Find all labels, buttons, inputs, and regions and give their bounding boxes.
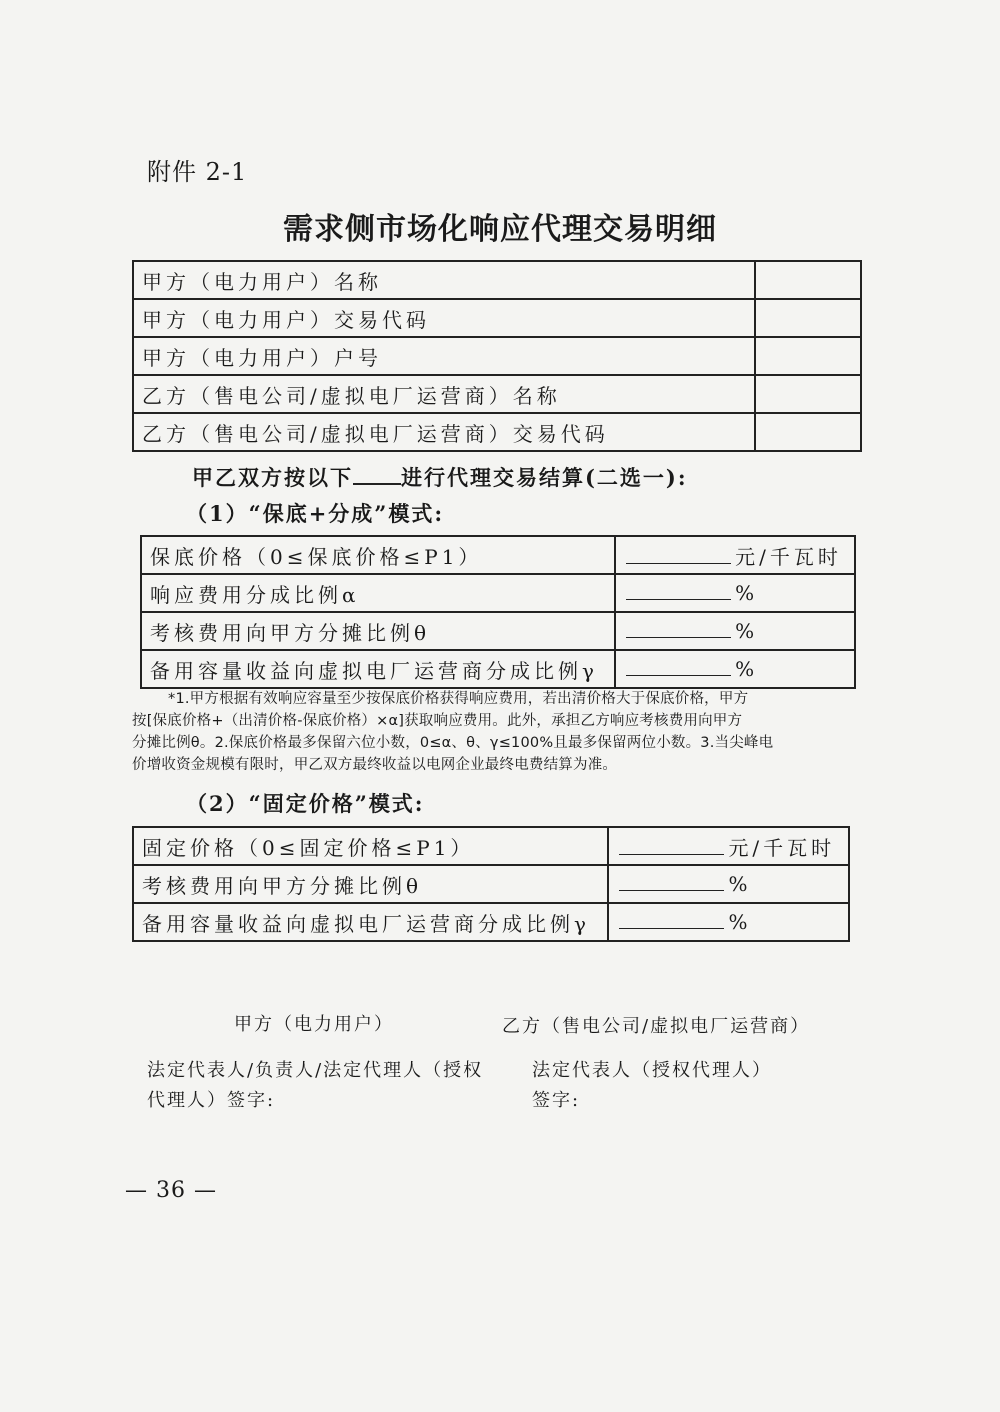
table-row	[141, 574, 855, 612]
party-b-name-label: 乙方（售电公司/虚拟电厂运营商）名称	[133, 375, 755, 413]
mode2-table	[132, 826, 850, 942]
party-a-signature-heading: 甲方（电力用户）	[234, 1014, 394, 1035]
mode2-row-label: 备用容量收益向虚拟电厂运营商分成比例γ	[133, 903, 608, 941]
unit-label: %	[735, 581, 759, 605]
table-row	[133, 337, 861, 375]
mode2-row-label: 考核费用向甲方分摊比例θ	[133, 865, 608, 903]
table-row	[141, 536, 855, 574]
signature-line: 法定代表人/负责人/法定代理人（授权	[147, 1060, 484, 1081]
mode2-row-label: 固定价格（0≤固定价格≤P1）	[133, 827, 608, 865]
mode1-row-label: 考核费用向甲方分摊比例θ	[141, 612, 615, 650]
attachment-label: 附件 2-1	[147, 158, 248, 186]
footnote-line: 分摊比例θ。2.保底价格最多保留六位小数，0≤α、θ、γ≤100%且最多保留两位小数。3.当尖峰电	[132, 735, 774, 751]
page-number: — 36 —	[125, 1178, 217, 1203]
mode2-row-value[interactable]	[608, 865, 849, 903]
party-b-name-field[interactable]	[755, 375, 861, 413]
table-row	[133, 865, 849, 903]
table-row	[133, 827, 849, 865]
party-b-trade-code-field[interactable]	[755, 413, 861, 451]
mode1-row-value[interactable]	[615, 574, 855, 612]
unit-label: %	[735, 619, 759, 643]
unit-label: %	[728, 872, 752, 896]
signature-line: 签字:	[532, 1090, 581, 1111]
party-b-trade-code-label: 乙方（售电公司/虚拟电厂运营商）交易代码	[133, 413, 755, 451]
table-row	[141, 612, 855, 650]
mode1-row-value[interactable]	[615, 536, 855, 574]
mode1-row-label: 保底价格（0≤保底价格≤P1）	[141, 536, 615, 574]
footnote-line: 按[保底价格+（出清价格-保底价格）×α]获取响应费用。此外，承担乙方响应考核费用向甲方	[132, 713, 743, 729]
table-row	[141, 650, 855, 688]
instruction-after: 进行代理交易结算(二选一):	[401, 465, 688, 490]
table-row	[133, 299, 861, 337]
fill-blank[interactable]	[626, 581, 731, 600]
party-b-signature-heading: 乙方（售电公司/虚拟电厂运营商）	[502, 1016, 811, 1037]
signature-line: 代理人）签字:	[147, 1090, 276, 1111]
fill-blank[interactable]	[619, 836, 724, 855]
party-a-account-field[interactable]	[755, 337, 861, 375]
party-a-name-label: 甲方（电力用户）名称	[133, 261, 755, 299]
mode1-row-label: 备用容量收益向虚拟电厂运营商分成比例γ	[141, 650, 615, 688]
footnote-line: 价增收资金规模有限时，甲乙双方最终收益以电网企业最终电费结算为准。	[132, 757, 618, 773]
fill-blank[interactable]	[619, 910, 724, 929]
document-title: 需求侧市场化响应代理交易明细	[283, 212, 717, 247]
mode2-heading: （2）“固定价格”模式:	[186, 791, 425, 816]
party-a-trade-code-field[interactable]	[755, 299, 861, 337]
fill-blank[interactable]	[626, 619, 731, 638]
fill-blank[interactable]	[626, 545, 731, 564]
fill-blank[interactable]	[626, 657, 731, 676]
mode1-row-value[interactable]	[615, 612, 855, 650]
mode1-row-value[interactable]	[615, 650, 855, 688]
party-a-name-field[interactable]	[755, 261, 861, 299]
footnote-line: *1.甲方根据有效响应容量至少按保底价格获得响应费用，若出清价格大于保底价格，甲方	[168, 691, 749, 707]
table-row	[133, 375, 861, 413]
instruction-before: 甲乙双方按以下	[192, 465, 353, 490]
mode-choice-blank[interactable]	[353, 465, 401, 485]
party-a-trade-code-label: 甲方（电力用户）交易代码	[133, 299, 755, 337]
mode1-table	[140, 535, 856, 689]
table-row	[133, 413, 861, 451]
party-info-table	[132, 260, 862, 452]
unit-label: 元/千瓦时	[735, 544, 842, 569]
table-row	[133, 261, 861, 299]
signature-line: 法定代表人（授权代理人）	[532, 1060, 772, 1081]
mode2-row-value[interactable]	[608, 903, 849, 941]
party-b-signature-block	[532, 1056, 802, 1116]
footnote	[132, 688, 872, 776]
settlement-instruction	[192, 462, 688, 492]
unit-label: 元/千瓦时	[728, 835, 836, 860]
mode2-row-value[interactable]	[608, 827, 849, 865]
unit-label: %	[728, 910, 752, 934]
table-row	[133, 903, 849, 941]
party-a-account-label: 甲方（电力用户）户号	[133, 337, 755, 375]
mode1-heading: （1）“保底+分成”模式:	[186, 501, 445, 526]
mode1-row-label: 响应费用分成比例α	[141, 574, 615, 612]
unit-label: %	[735, 657, 759, 681]
party-a-signature-block	[147, 1056, 487, 1116]
fill-blank[interactable]	[619, 872, 724, 891]
